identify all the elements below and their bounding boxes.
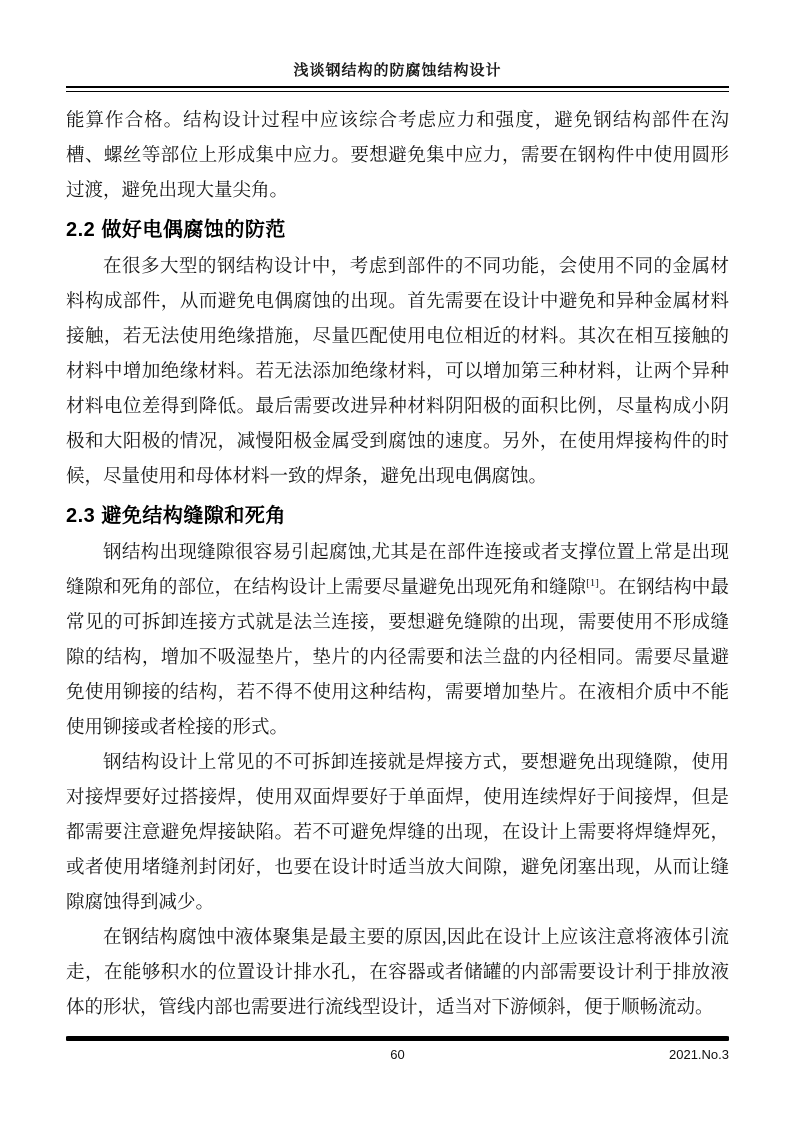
page-body	[66, 104, 729, 1026]
page-footer	[66, 1036, 729, 1065]
paragraph-text: 。在钢结构中最常见的可拆卸连接方式就是法兰连接，要想避免缝隙的出现，需要使用不形成缝隙的结构，增加不吸湿垫片，垫片的内径需要和法兰盘的内径相同。需要尽量避免使用铆接的结构，若不得不使用这种结构，需要增加垫片。在液相介质中不能使用铆接或者栓接的形式。	[66, 578, 729, 738]
paragraph-text: 钢结构出现缝隙很容易引起腐蚀,尤其是在部件连接或者支撑位置上常是出现缝隙和死角的部位，在结构设计上需要尽量避免出现死角和缝隙	[66, 543, 729, 598]
paragraph-section-2-3-third: 在钢结构腐蚀中液体聚集是最主要的原因,因此在设计上应该注意将液体引流走，在能够积水的位置设计排水孔，在容器或者储罐的内部需要设计利于排放液体的形状，管线内部也需要进行流线型设计，适当对下游倾斜，便于顺畅流动。	[66, 928, 729, 1018]
footer-row	[66, 1047, 729, 1065]
paragraph-section-2-2: 在很多大型的钢结构设计中，考虑到部件的不同功能，会使用不同的金属材料构成部件，从而避免电偶腐蚀的出现。首先需要在设计中避免和异种金属材料接触，若无法使用绝缘措施，尽量匹配使用电位相近的材料。其次在相互接触的材料中增加绝缘材料。若无法添加绝缘材料，可以增加第三种材料，让两个异种材料电位差得到降低。最后需要改进异种材料阴阳极的面积比例，尽量构成小阴极和大阳极的情况，减慢阳极金属受到腐蚀的速度。另外，在使用焊接构件的时候，尽量使用和母体材料一致的焊条，避免出现电偶腐蚀。	[66, 257, 729, 487]
section-heading-2-2: 2.2 做好电偶腐蚀的防范	[66, 219, 286, 241]
paragraph-section-2-3-first	[66, 536, 729, 746]
citation-ref-1: [1]	[586, 576, 599, 589]
running-title: 浅谈钢结构的防腐蚀结构设计	[293, 63, 502, 79]
page-number: 60	[390, 1047, 405, 1062]
header-rule	[66, 86, 729, 92]
paragraph-continuation: 能算作合格。结构设计过程中应该综合考虑应力和强度，避免钢结构部件在沟槽、螺丝等部位上形成集中应力。要想避免集中应力，需要在钢构件中使用圆形过渡，避免出现大量尖角。	[66, 111, 729, 201]
page-header	[66, 0, 729, 92]
issue-label: 2021.No.3	[669, 1047, 729, 1062]
footer-rule	[66, 1036, 729, 1041]
section-heading-2-3: 2.3 避免结构缝隙和死角	[66, 505, 286, 527]
paragraph-section-2-3-second: 钢结构设计上常见的不可拆卸连接就是焊接方式，要想避免出现缝隙，使用对接焊要好过搭接焊，使用双面焊要好于单面焊，使用连续焊好于间接焊，但是都需要注意避免焊接缺陷。若不可避免焊缝的出现，在设计上需要将焊缝焊死，或者使用堵缝剂封闭好，也要在设计时适当放大间隙，避免闭塞出现，从而让缝隙腐蚀得到减少。	[66, 753, 729, 913]
